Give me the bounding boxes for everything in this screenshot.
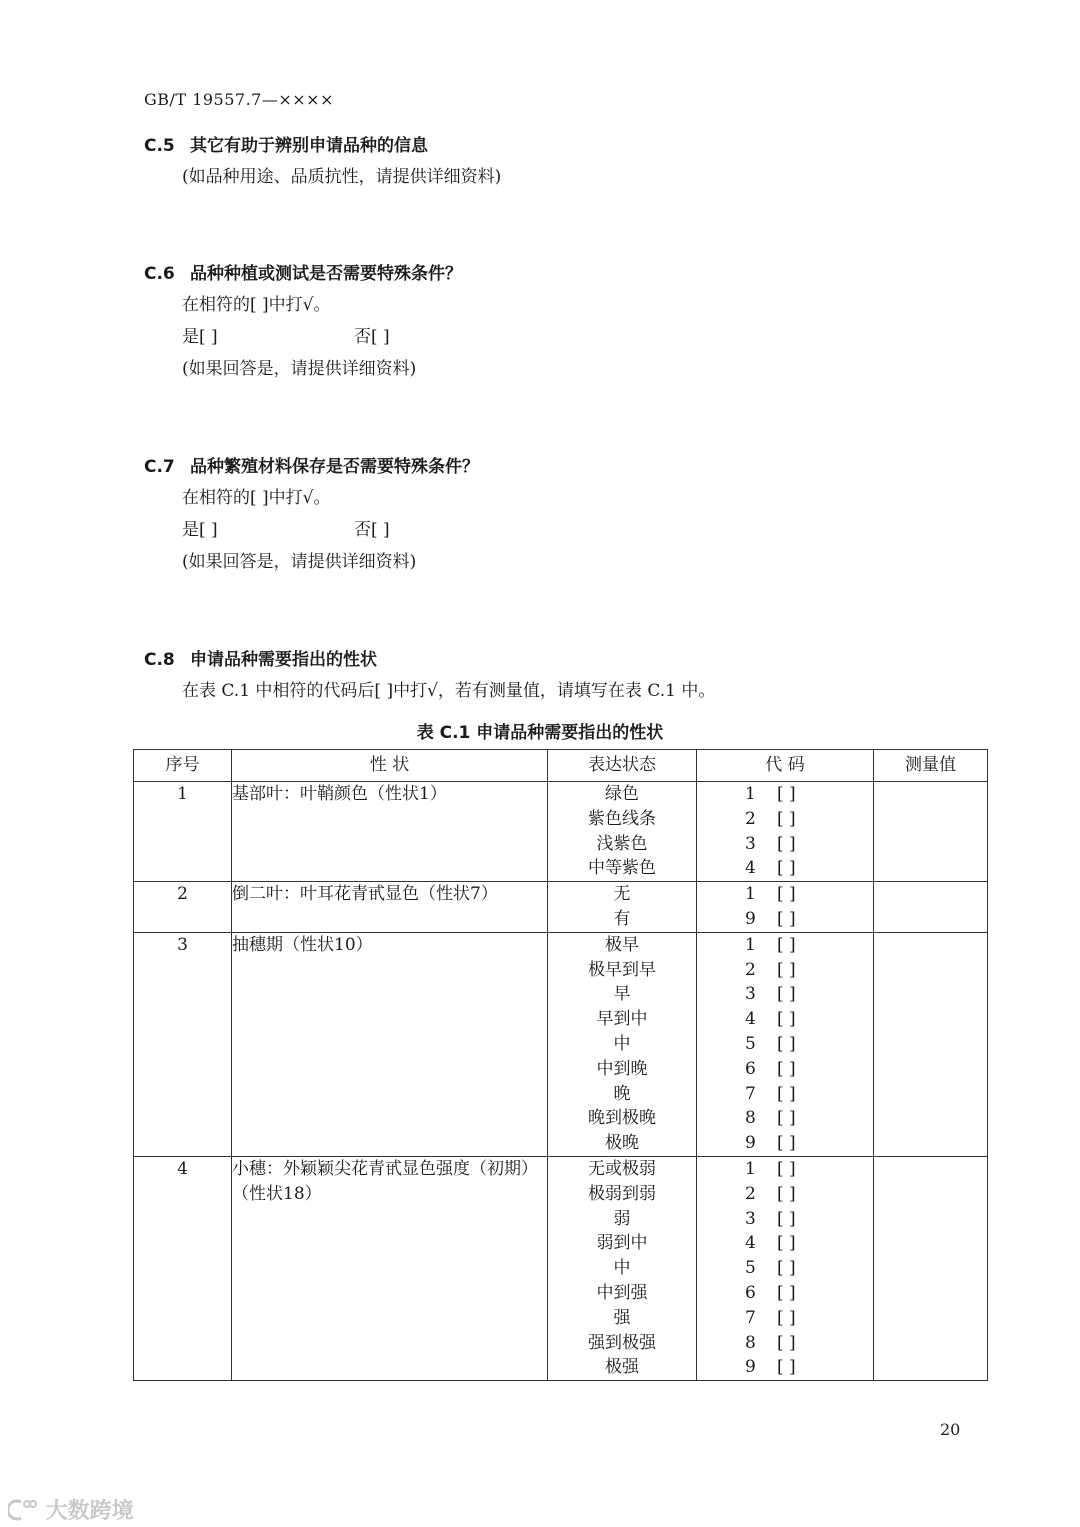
watermark-logo-icon [8,1499,46,1524]
section-number: C.8 [144,650,175,670]
row-trait: 基部叶：叶鞘颜色（性状1） [232,782,548,882]
state-label: 极早 [605,934,639,955]
table-row [134,1156,988,1380]
state-label: 弱 [613,1208,631,1229]
code-checkbox[interactable]: [ ] [777,1133,796,1154]
code-number: 7 [745,1083,756,1104]
code-number: 1 [745,1158,756,1179]
code-entry [697,1355,873,1380]
code-checkbox[interactable]: [ ] [777,1282,796,1303]
code-number: 4 [745,858,756,879]
section-c6-heading [144,259,462,284]
section-c7-yes-option[interactable]: 是[ ] [182,520,218,540]
code-checkbox[interactable]: [ ] [777,784,796,804]
code-number: 2 [745,1183,756,1204]
code-checkbox[interactable]: [ ] [777,1108,796,1129]
row-number: 4 [134,1156,232,1380]
row-states [548,882,697,933]
state-label: 极早到早 [588,959,656,980]
code-entry [697,1281,873,1306]
section-number: C.5 [144,136,175,156]
code-entry [697,1082,873,1107]
code-number: 4 [745,1009,756,1030]
code-checkbox[interactable]: [ ] [777,1058,796,1079]
code-checkbox[interactable]: [ ] [777,858,796,879]
state-label: 无 [613,884,631,905]
section-c5-heading [144,131,428,156]
code-number: 7 [745,1307,756,1328]
code-checkbox[interactable]: [ ] [777,1183,796,1204]
state-label: 早到中 [596,1009,648,1030]
state-label: 浅紫色 [596,833,648,854]
row-number: 1 [134,782,232,882]
section-c7-no-option[interactable]: 否[ ] [354,520,390,540]
state-label: 无或极弱 [588,1158,656,1179]
state-label: 中到强 [596,1282,648,1303]
table-row [134,932,988,1156]
watermark [8,1494,134,1525]
code-checkbox[interactable]: [ ] [777,1033,796,1054]
header-trait: 性 状 [232,750,548,782]
state-label: 早 [613,984,631,1005]
code-entry [697,856,873,881]
code-number: 9 [745,1133,756,1154]
code-checkbox[interactable]: [ ] [777,808,796,829]
code-number: 1 [745,784,756,804]
code-checkbox[interactable]: [ ] [777,1158,796,1179]
code-number: 1 [745,884,756,905]
section-title: 品种繁殖材料保存是否需要特殊条件？ [190,457,479,477]
state-label: 极弱到弱 [588,1183,656,1204]
state-label: 强到极强 [588,1332,656,1353]
code-number: 6 [745,1058,756,1079]
code-entry [697,982,873,1007]
code-number: 3 [745,984,756,1005]
code-checkbox[interactable]: [ ] [777,1332,796,1353]
section-number: C.7 [144,457,175,477]
row-codes [697,882,874,933]
section-c6-no-option[interactable]: 否[ ] [354,327,390,347]
code-number: 8 [745,1108,756,1129]
code-checkbox[interactable]: [ ] [777,833,796,854]
code-entry [697,907,873,932]
measurement-cell[interactable] [874,882,988,933]
code-entry [697,1306,873,1331]
code-entry [697,882,873,907]
state-label: 极晚 [605,1133,639,1154]
watermark-text: 大数跨境 [45,1499,134,1524]
section-title: 申请品种需要指出的性状 [190,650,377,670]
code-entry [697,1256,873,1281]
code-checkbox[interactable]: [ ] [777,1307,796,1328]
code-checkbox[interactable]: [ ] [777,984,796,1005]
row-states [548,782,697,882]
state-label: 中等紫色 [588,858,656,879]
row-codes [697,932,874,1156]
row-number: 3 [134,932,232,1156]
state-label: 中 [613,1258,631,1279]
row-trait: 小穗：外颖颖尖花青甙显色强度（初期）（性状18） [232,1156,548,1380]
code-number: 2 [745,959,756,980]
row-states [548,932,697,1156]
code-checkbox[interactable]: [ ] [777,1208,796,1229]
row-number: 2 [134,882,232,933]
section-c6-instruction: 在相符的[ ]中打√。 [182,295,331,315]
state-label: 紫色线条 [588,808,656,829]
code-checkbox[interactable]: [ ] [777,1083,796,1104]
section-title: 品种种植或测试是否需要特殊条件？ [190,264,462,284]
state-label: 晚 [613,1083,631,1104]
section-c8-heading [144,645,377,670]
code-number: 3 [745,1208,756,1229]
code-entry [697,1231,873,1256]
state-label: 晚到极晚 [588,1108,656,1129]
state-label: 极强 [605,1357,639,1378]
code-number: 3 [745,833,756,854]
row-trait: 抽穗期（性状10） [232,932,548,1156]
code-entry [697,1032,873,1057]
header-no: 序号 [134,750,232,782]
code-checkbox[interactable]: [ ] [777,959,796,980]
code-entry [697,1106,873,1131]
traits-table [133,749,988,1381]
code-number: 5 [745,1033,756,1054]
code-entry [697,1157,873,1182]
standard-code: GB/T 19557.7—×××× [144,90,334,109]
code-checkbox[interactable]: [ ] [777,908,796,929]
code-checkbox[interactable]: [ ] [777,1233,796,1254]
code-number: 6 [745,1282,756,1303]
section-c5-note: (如品种用途、品质抗性，请提供详细资料) [182,167,502,187]
state-label: 中 [613,1033,631,1054]
section-title: 其它有助于辨别申请品种的信息 [190,136,428,156]
section-c6-note: (如果回答是，请提供详细资料) [182,359,417,379]
table-row [134,782,988,882]
measurement-cell[interactable] [874,782,988,882]
state-label: 有 [613,908,631,929]
code-number: 9 [745,908,756,929]
header-measurement: 测量值 [874,750,988,782]
measurement-cell[interactable] [874,932,988,1156]
section-c7-note: (如果回答是，请提供详细资料) [182,552,417,572]
section-c8-instruction: 在表 C.1 中相符的代码后[ ]中打√，若有测量值，请填写在表 C.1 中。 [182,681,716,701]
code-entry [697,1007,873,1032]
code-entry [697,807,873,832]
row-states [548,1156,697,1380]
code-number: 2 [745,808,756,829]
section-c6-yes-option[interactable]: 是[ ] [182,327,218,347]
code-entry [697,1331,873,1356]
section-number: C.6 [144,264,175,284]
code-checkbox[interactable]: [ ] [777,1357,796,1378]
row-trait: 倒二叶：叶耳花青甙显色（性状7） [232,882,548,933]
row-codes [697,1156,874,1380]
measurement-cell[interactable] [874,1156,988,1380]
code-number: 4 [745,1233,756,1254]
state-label: 绿色 [605,784,639,804]
code-entry [697,832,873,857]
code-checkbox[interactable]: [ ] [777,1258,796,1279]
state-label: 中到晚 [596,1058,648,1079]
code-entry [697,782,873,807]
state-label: 弱到中 [596,1233,648,1254]
code-entry [697,1057,873,1082]
page-number: 20 [940,1420,961,1439]
code-number: 8 [745,1332,756,1353]
code-entry [697,1131,873,1156]
table-header-row [134,750,988,782]
code-entry [697,958,873,983]
header-state: 表达状态 [548,750,697,782]
table-caption: 表 C.1 申请品种需要指出的性状 [416,723,664,743]
code-entry [697,933,873,958]
section-c7-instruction: 在相符的[ ]中打√。 [182,488,331,508]
code-number: 1 [745,934,756,955]
code-number: 5 [745,1258,756,1279]
header-code: 代 码 [697,750,874,782]
code-entry [697,1182,873,1207]
section-c7-heading [144,452,479,477]
table-row [134,882,988,933]
code-checkbox[interactable]: [ ] [777,884,796,905]
code-entry [697,1207,873,1232]
code-number: 9 [745,1357,756,1378]
state-label: 强 [613,1307,631,1328]
code-checkbox[interactable]: [ ] [777,934,796,955]
code-checkbox[interactable]: [ ] [777,1009,796,1030]
row-codes [697,782,874,882]
